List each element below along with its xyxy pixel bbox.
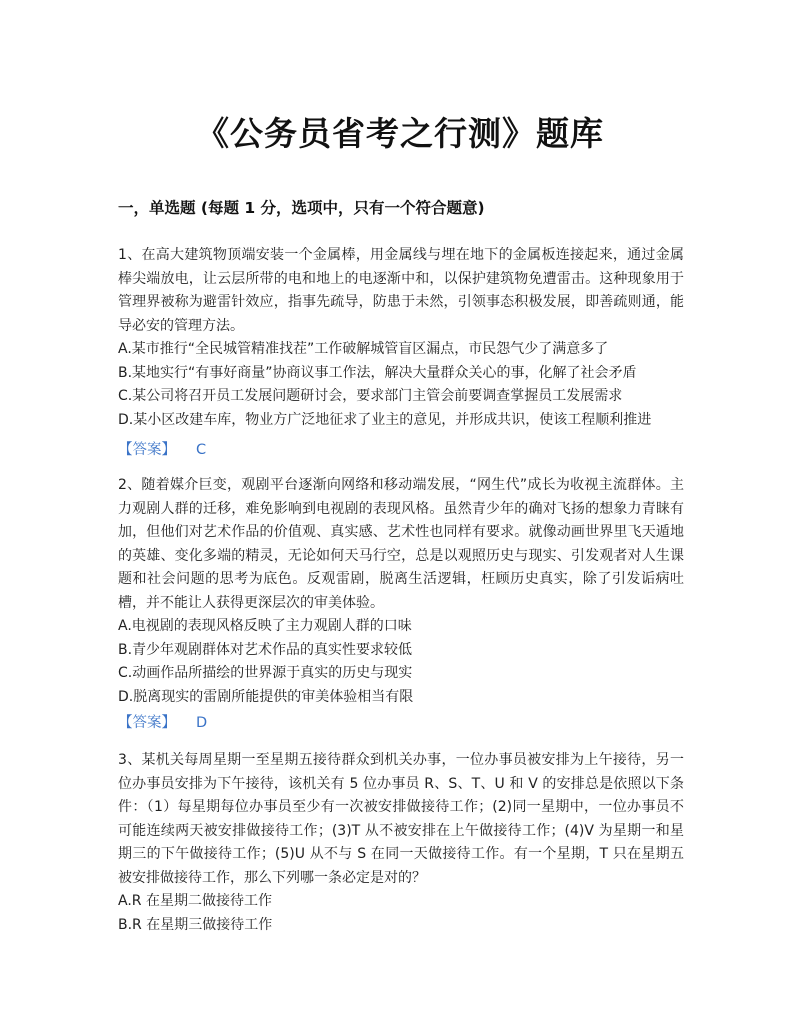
option-b: B.R 在星期三做接待工作: [118, 916, 273, 933]
option-d: D.脱离现实的雷剧所能提供的审美体验相当有限: [118, 688, 414, 705]
answer-value: D: [196, 715, 208, 731]
option-c: C.某公司将召开员工发展问题研讨会，要求部门主管会前要调查掌握员工发展需求: [118, 388, 623, 404]
answer-value: C: [196, 442, 207, 458]
option-c: C.动画作品所描绘的世界源于真实的历史与现实: [118, 665, 413, 681]
answer-1: [118, 438, 206, 459]
answer-2: [118, 711, 207, 732]
question-stem: 1、在高大建筑物顶端安装一个金属棒，用金属线与埋在地下的金属板连接起来，通过金属棒尖端放电，让云层所带的电和地上的电逐渐中和，以保护建筑物免遭雷击。这种现象用于管理界被称为避雷针效应，指事先疏导，防患于未然，引领事态积极发展，即善疏则通，能导必安的管理方法。: [118, 247, 684, 334]
section-heading: 一，单选题 (每题 1 分，选项中，只有一个符合题意): [118, 199, 485, 217]
question-3: [118, 749, 684, 937]
question-stem: 2、随着媒介巨变，观剧平台逐渐向网络和移动端发展，“网生代”成长为收视主流群体。主力观剧人群的迁移，难免影响到电视剧的表现风格。虽然青少年的确对飞扬的想象力青睐有加，但他们对艺术作品的价值观、真实感、艺术性也同样有要求。就像动画世界里飞天遁地的英雄、变化多端的精灵，无论如何天马行空，总是以观照历史与现实、引发观者对人生课题和社会问题的思考为底色。反观雷剧，脱离生活逻辑，枉顾历史真实，除了引发诟病吐槽，并不能让人获得更深层次的审美体验。: [118, 477, 684, 611]
question-1: [118, 244, 684, 432]
question-2: [118, 474, 684, 709]
option-a: A.电视剧的表现风格反映了主力观剧人群的口味: [118, 618, 412, 634]
question-stem: 3、某机关每周星期一至星期五接待群众到机关办事，一位办事员被安排为上午接待，另一位办事员安排为下午接待，该机关有 5 位办事员 R、S、T、U 和 V 的安排总是依照以下条件：（1）每星期每位办事员至少有一次被安排做接待工作；(2)同一星期中，一位办事员不可能连续两天被安排做接待工作；(3)T 从不被安排在上午做接待工作；(4)V 为星期一和星期三的下午做接待工作；(5)U 从不与 S 在同一天做接待工作。有一个星期，T 只在星期五被安排做接待工作，那么下列哪一条必定是对的？: [118, 752, 684, 886]
option-b: B.青少年观剧群体对艺术作品的真实性要求较低: [118, 641, 413, 658]
page-title: 《公务员省考之行测》题库: [196, 114, 604, 153]
option-a: A.某市推行“全民城管精准找茬”工作破解城管盲区漏点，市民怨气少了满意多了: [118, 341, 609, 357]
answer-label: 【答案】: [118, 442, 176, 458]
option-d: D.某小区改建车库，物业方广泛地征求了业主的意见，并形成共识，使该工程顺利推进: [118, 411, 652, 428]
option-a: A.R 在星期二做接待工作: [118, 893, 272, 909]
answer-label: 【答案】: [118, 715, 176, 731]
option-b: B.某地实行“有事好商量”协商议事工作法，解决大量群众关心的事，化解了社会矛盾: [118, 364, 637, 381]
